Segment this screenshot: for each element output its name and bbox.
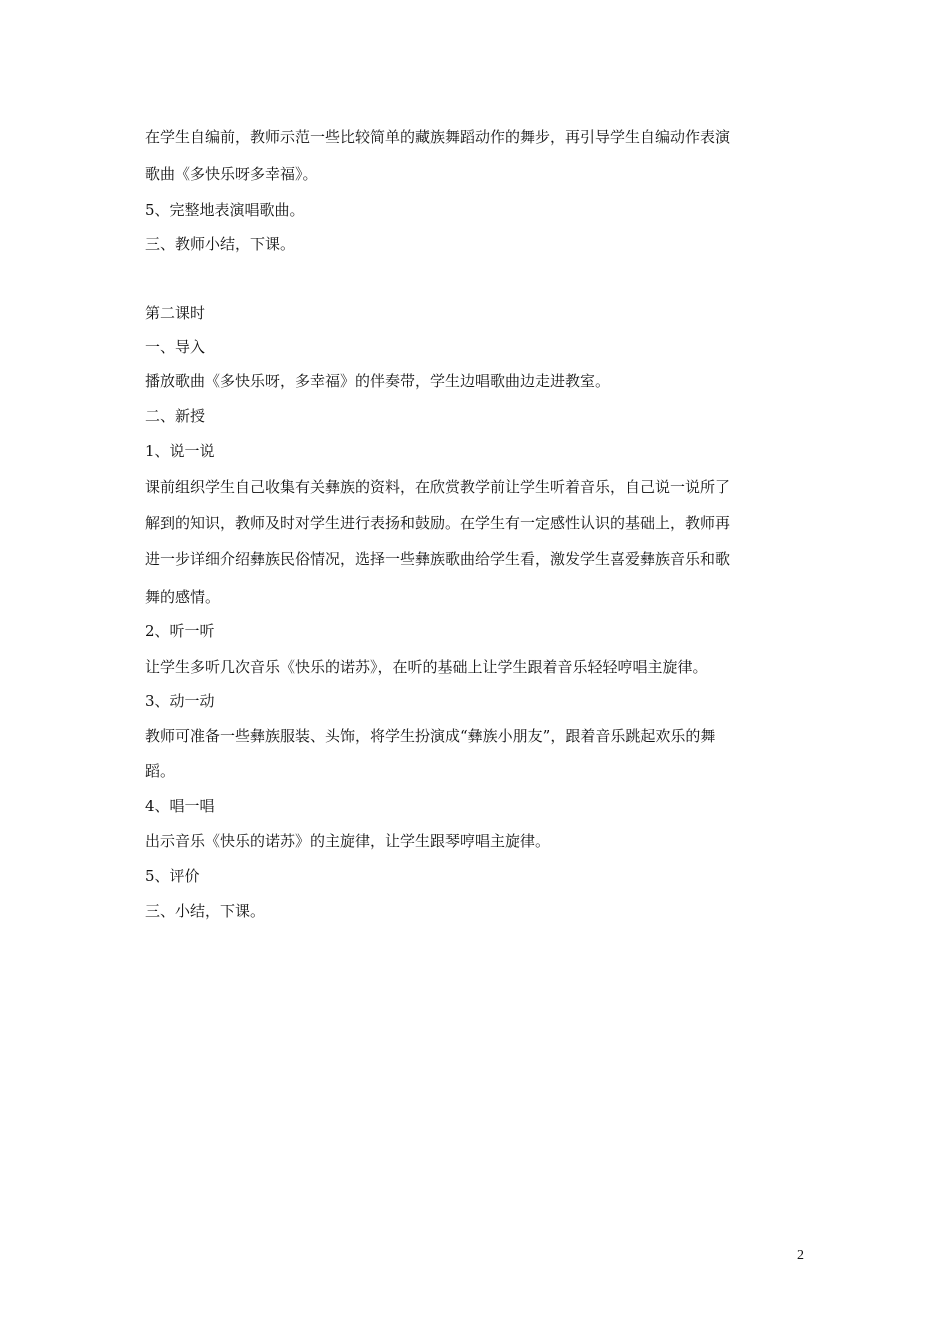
- list-item: 3、动一动: [145, 692, 215, 710]
- paragraph-line: 让学生多听几次音乐《快乐的诺苏》，在听的基础上让学生跟着音乐轻轻哼唱主旋律。: [145, 658, 708, 676]
- paragraph-line: 进一步详细介绍彝族民俗情况，选择一些彝族歌曲给学生看，激发学生喜爱彝族音乐和歌: [145, 550, 731, 568]
- list-item: 2、听一听: [145, 622, 215, 640]
- paragraph-line: 歌曲《多快乐呀多幸福》。: [145, 165, 318, 183]
- paragraph-line: 教师可准备一些彝族服装、头饰，将学生扮演成“彝族小朋友”，跟着音乐跳起欢乐的舞: [145, 727, 716, 745]
- paragraph-line: 舞的感情。: [145, 588, 221, 606]
- list-item: 5、评价: [145, 867, 200, 885]
- paragraph-line: 播放歌曲《多快乐呀，多幸福》的伴奏带，学生边唱歌曲边走进教室。: [145, 372, 611, 390]
- paragraph-line: 解到的知识，教师及时对学生进行表扬和鼓励。在学生有一定感性认识的基础上，教师再: [145, 514, 731, 532]
- paragraph-line: 出示音乐《快乐的诺苏》的主旋律，让学生跟琴哼唱主旋律。: [145, 832, 551, 850]
- list-item: 5、完整地表演唱歌曲。: [145, 201, 305, 219]
- paragraph-line: 在学生自编前，教师示范一些比较简单的藏族舞蹈动作的舞步，再引导学生自编动作表演: [145, 128, 731, 146]
- section-heading: 一、导入: [145, 338, 206, 356]
- list-item: 4、唱一唱: [145, 797, 215, 815]
- section-heading: 二、新授: [145, 407, 206, 425]
- list-item: 1、说一说: [145, 442, 215, 460]
- lesson-heading: 第二课时: [145, 304, 206, 322]
- page-number: 2: [797, 1248, 804, 1263]
- paragraph-line: 课前组织学生自己收集有关彝族的资料，在欣赏教学前让学生听着音乐，自己说一说所了: [145, 478, 731, 496]
- section-heading: 三、教师小结，下课。: [145, 235, 296, 253]
- section-heading: 三、小结，下课。: [145, 902, 266, 920]
- paragraph-line: 蹈。: [145, 762, 176, 780]
